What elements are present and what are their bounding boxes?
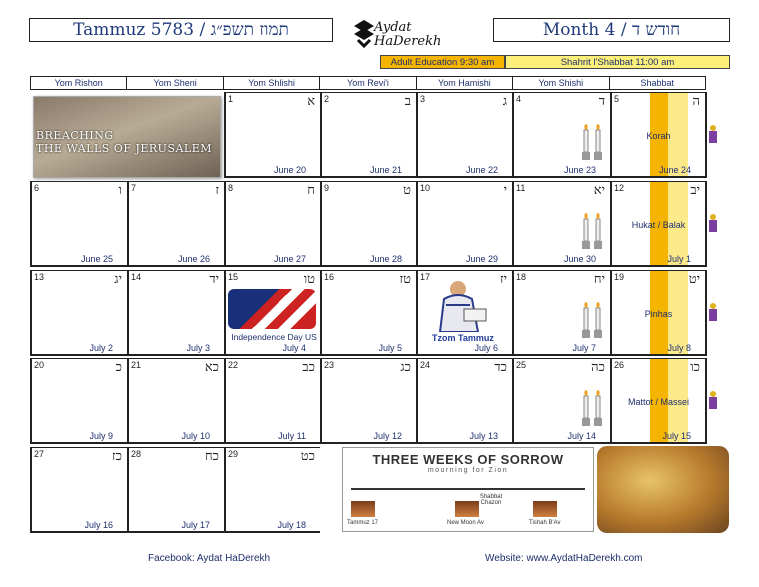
three-weeks-thumb-3: [533, 501, 557, 517]
day-cell: [512, 181, 610, 267]
gregorian-day-number: 12: [614, 183, 625, 193]
gregorian-day-number: 18: [516, 272, 527, 282]
footer-website: Website: www.AydatHaDerekh.com: [485, 553, 643, 564]
hebrew-day-number: ה: [692, 94, 700, 109]
day-cell: [30, 270, 127, 356]
day-cell: [127, 270, 224, 356]
adult-education-text: Adult Education 9:30 am: [390, 56, 495, 68]
month-title-right-text: Month 4 / חודש ד: [542, 20, 681, 40]
gregorian-day-number: 15: [228, 272, 239, 282]
day-cell: [127, 447, 224, 533]
month-title-left-text: Tammuz 5783 / תמוז תשפ״ג: [73, 20, 289, 40]
hebrew-day-number: ח: [307, 183, 315, 198]
day-cell: [224, 358, 320, 444]
hebrew-day-number: ד: [598, 94, 605, 109]
gregorian-date: July 4: [282, 343, 306, 353]
day-cell: [224, 92, 320, 178]
gregorian-date: July 9: [89, 431, 113, 441]
gregorian-date: July 8: [667, 343, 691, 353]
tzom-tammuz-label: Tzom Tammuz: [432, 333, 494, 343]
hebrew-day-number: כ: [115, 360, 122, 375]
gregorian-day-number: 21: [131, 360, 142, 370]
logo-text: [374, 21, 441, 49]
gregorian-date: July 7: [572, 343, 596, 353]
hebrew-day-number: יא: [593, 183, 605, 198]
logo-line2: HaDerekh: [374, 34, 442, 49]
hebrew-day-number: כט: [300, 449, 315, 464]
hebrew-day-number: ו: [118, 183, 122, 198]
hebrew-day-number: טז: [399, 272, 411, 287]
day-cell: [416, 92, 512, 178]
hebrew-day-number: טו: [303, 272, 315, 287]
gregorian-date: July 13: [469, 431, 498, 441]
gregorian-date: July 2: [89, 343, 113, 353]
praying-man-image: [418, 277, 508, 332]
gregorian-day-number: 23: [324, 360, 335, 370]
weekday-wednesday: Yom Revi'i: [320, 77, 416, 89]
gregorian-day-number: 6: [34, 183, 40, 193]
day-cell: [610, 358, 707, 444]
gregorian-day-number: 28: [131, 449, 142, 459]
gregorian-day-number: 22: [228, 360, 239, 370]
gregorian-day-number: 17: [420, 272, 431, 282]
hebrew-day-number: כז: [112, 449, 122, 464]
three-weeks-thumb-1: [351, 501, 375, 517]
three-weeks-timeline: [351, 488, 585, 490]
gregorian-day-number: 1: [228, 94, 234, 104]
gregorian-day-number: 25: [516, 360, 527, 370]
gregorian-date: June 25: [80, 254, 113, 264]
gregorian-date: June 26: [177, 254, 210, 264]
logo: [352, 18, 460, 58]
havdalah-icon: [707, 212, 719, 234]
hebrew-day-number: יב: [690, 183, 700, 198]
shabbat-candles-icon: [580, 211, 604, 251]
footer-facebook: Facebook: Aydat HaDerekh: [148, 553, 271, 564]
logo-line1: Aydat: [374, 20, 412, 35]
day-cell: [127, 181, 224, 267]
hebrew-day-number: א: [307, 94, 315, 109]
breaching-walls-caption: [36, 129, 212, 155]
parasha-label: Hukat / Balak: [631, 220, 686, 230]
gregorian-date: July 12: [373, 431, 402, 441]
gregorian-date: July 1: [667, 254, 691, 264]
parasha-label: Pinhas: [644, 309, 673, 319]
gregorian-date: July 15: [662, 431, 691, 441]
gregorian-date: June 22: [465, 165, 498, 175]
month-title-left: [29, 18, 333, 42]
hebrew-day-number: כו: [690, 360, 700, 375]
day-cell: [30, 358, 127, 444]
gregorian-day-number: 26: [614, 360, 625, 370]
day-cell: [224, 447, 320, 533]
havdalah-icon: [707, 123, 719, 145]
day-cell: [30, 447, 127, 533]
gregorian-date: June 30: [563, 254, 596, 264]
gregorian-date: July 3: [186, 343, 210, 353]
breaching-walls-image: [33, 96, 221, 178]
parasha-label: Mattot / Massei: [627, 397, 690, 407]
hebrew-day-number: כד: [494, 360, 507, 375]
three-weeks-label-1: Tammuz 17: [347, 520, 379, 526]
gregorian-day-number: 20: [34, 360, 45, 370]
day-cell: [610, 92, 707, 178]
hebrew-day-number: י: [503, 183, 507, 198]
hebrew-day-number: יט: [688, 272, 700, 287]
gregorian-day-number: 7: [131, 183, 137, 193]
gregorian-date: June 28: [369, 254, 402, 264]
hebrew-day-number: כח: [204, 449, 219, 464]
gregorian-day-number: 2: [324, 94, 330, 104]
gregorian-date: June 20: [273, 165, 306, 175]
hebrew-day-number: יד: [209, 272, 219, 287]
three-weeks-label-3: Tishah B'Av: [529, 520, 561, 526]
weekday-header-row: [30, 76, 706, 90]
adult-education-banner: [380, 55, 505, 69]
day-cell: [512, 358, 610, 444]
three-weeks-subtitle: mourning for Zion: [427, 467, 509, 474]
gregorian-day-number: 4: [516, 94, 522, 104]
hebrew-day-number: ג: [502, 94, 507, 109]
gregorian-date: July 18: [277, 520, 306, 530]
day-cell: [224, 181, 320, 267]
weekday-monday: Yom Sheni: [127, 77, 223, 89]
gregorian-date: July 11: [278, 431, 306, 441]
havdalah-icon: [707, 301, 719, 323]
day-cell: [320, 92, 416, 178]
gregorian-day-number: 13: [34, 272, 45, 282]
independence-day-label: Independence Day US: [231, 332, 317, 342]
gregorian-date: June 24: [658, 165, 691, 175]
day-cell: [512, 270, 610, 356]
day-cell: [512, 92, 610, 178]
gregorian-day-number: 14: [131, 272, 142, 282]
gregorian-date: July 16: [84, 520, 113, 530]
gregorian-date: June 27: [273, 254, 306, 264]
gregorian-date: June 23: [563, 165, 596, 175]
hebrew-day-number: כג: [400, 360, 411, 375]
gregorian-day-number: 24: [420, 360, 431, 370]
day-cell: [320, 358, 416, 444]
three-weeks-label-2: New Moon Av: [447, 520, 484, 526]
day-cell: [610, 181, 707, 267]
day-cell: [416, 358, 512, 444]
shabbat-candles-icon: [580, 122, 604, 162]
day-cell: [610, 270, 707, 356]
weekday-friday: Yom Shishi: [513, 77, 609, 89]
day-cell: [30, 181, 127, 267]
weekday-shabbat: Shabbat: [610, 77, 706, 89]
three-weeks-image: [342, 447, 594, 532]
weekday-thursday: Yom Hamishi: [417, 77, 513, 89]
gregorian-day-number: 29: [228, 449, 239, 459]
gregorian-day-number: 8: [228, 183, 234, 193]
hebrew-day-number: יג: [114, 272, 122, 287]
three-weeks-label-shabbat: Shabbat Chazon: [479, 494, 503, 506]
hebrew-day-number: יז: [499, 272, 507, 287]
shabbat-candles-icon: [580, 300, 604, 340]
gregorian-date: July 5: [378, 343, 402, 353]
breaching-line2: THE WALLS OF JERUSALEM: [36, 142, 213, 155]
day-cell: [416, 181, 512, 267]
gregorian-date: July 6: [474, 343, 498, 353]
shahrit-banner: [505, 55, 730, 69]
gregorian-day-number: 19: [614, 272, 625, 282]
hebrew-day-number: כב: [302, 360, 315, 375]
gregorian-date: July 14: [567, 431, 596, 441]
gregorian-day-number: 5: [614, 94, 620, 104]
us-flag-image: [228, 289, 316, 329]
tishah-bav-painting: [597, 446, 729, 533]
day-cell: [127, 358, 224, 444]
gregorian-day-number: 27: [34, 449, 45, 459]
shahrit-text: Shahrit l'Shabbat 11:00 am: [560, 56, 675, 68]
day-cell: [320, 270, 416, 356]
hebrew-day-number: כא: [204, 360, 219, 375]
gregorian-day-number: 9: [324, 183, 330, 193]
gregorian-date: July 10: [181, 431, 210, 441]
havdalah-icon: [707, 389, 719, 411]
gregorian-day-number: 11: [516, 183, 526, 193]
hebrew-day-number: ב: [404, 94, 411, 109]
gregorian-date: June 29: [465, 254, 498, 264]
gregorian-date: June 21: [369, 165, 402, 175]
hebrew-day-number: ז: [215, 183, 219, 198]
gregorian-day-number: 16: [324, 272, 335, 282]
weekday-sunday: Yom Rishon: [30, 77, 127, 89]
breaching-line1: BREACHING: [36, 129, 114, 142]
gregorian-date: July 17: [181, 520, 210, 530]
shabbat-candles-icon: [580, 388, 604, 428]
logo-icon: [352, 18, 376, 48]
gregorian-day-number: 10: [420, 183, 431, 193]
day-cell: [320, 181, 416, 267]
hebrew-day-number: יח: [593, 272, 605, 287]
gregorian-day-number: 3: [420, 94, 426, 104]
weekday-tuesday: Yom Shlishi: [224, 77, 320, 89]
month-title-right: [493, 18, 730, 42]
three-weeks-title: THREE WEEKS OF SORROW: [372, 452, 564, 467]
hebrew-day-number: כה: [591, 360, 605, 375]
parasha-label: Korah: [646, 131, 671, 141]
hebrew-day-number: ט: [403, 183, 411, 198]
